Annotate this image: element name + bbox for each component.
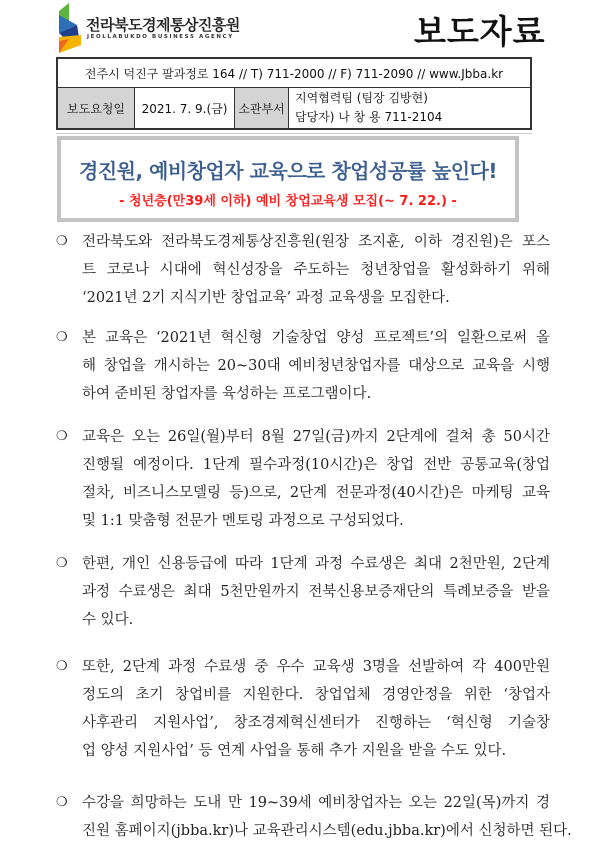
paragraph-line: 진행될 예정이다. 1단계 필수과정(10시간)은 창업 전반 공통교육(창업 (82, 457, 550, 473)
bullet-paragraph (56, 653, 550, 765)
date-label: 보도요청일 (57, 88, 135, 130)
paragraph-line: 교육은 오는 26일(월)부터 8월 27일(금)까지 2단계에 걸쳐 총 50시간 (82, 429, 550, 445)
paragraph-line: 절차, 비즈니스모델링 등)으로, 2단계 전문과정(40시간)은 마케팅 교육 (82, 485, 550, 501)
paragraph-line: 과정 수료생은 최대 5천만원까지 전북신용보증재단의 특례보증을 받을 (82, 584, 550, 600)
paragraph-line: 진원 홈페이지(jbba.kr)나 교육관리시스템(edu.jbba.kr)에서 신청하면 된다. (82, 823, 572, 839)
circle-bullet-icon: ❍ (56, 556, 68, 571)
paragraph-line: 정도의 초기 창업비를 지원한다. 창업업체 경영안정을 위한 ‘창업자 (82, 687, 550, 703)
document-type-title: 보도자료 (414, 12, 546, 51)
dept-info (289, 88, 532, 130)
paragraph-line: 해 창업을 개시하는 20~30대 예비청년창업자를 대상으로 교육을 시행 (82, 358, 550, 374)
bullet-paragraph (56, 228, 550, 312)
paragraph-line: 트 코로나 시대에 혁신성장을 주도하는 청년창업을 활성화하기 위해 (82, 262, 550, 278)
paragraph-line: 한편, 개인 신용등급에 따라 1단계 과정 수료생은 최대 2천만원, 2단계 (82, 556, 550, 572)
paragraph-line: 본 교육은 ‘2021년 혁신형 기술창업 양성 프로젝트’의 일환으로써 올 (82, 330, 550, 346)
paragraph-line: 또한, 2단계 과정 수료생 중 우수 교육생 3명을 선발하여 각 400만원 (82, 659, 550, 675)
circle-bullet-icon: ❍ (56, 795, 68, 810)
agency-logo-icon (55, 3, 83, 53)
bullet-paragraph (56, 789, 572, 845)
divider (56, 133, 532, 134)
dept-team: 지역협력팀 (팀장 김방현) (295, 91, 428, 105)
org-name-english: JEOLLABUKDO BUSINESS AGENCY (87, 34, 234, 40)
paragraph-line: 전라북도와 전라북도경제통상진흥원(원장 조지훈, 이하 경진원)은 포스 (82, 234, 550, 250)
headline-title: 경진원, 예비창업자 교육으로 창업성공률 높인다! (79, 159, 497, 183)
dept-contact: 담당자) 나 창 용 711-2104 (295, 110, 443, 124)
date-value: 2021. 7. 9.(금) (135, 88, 235, 130)
paragraph-line: 수 있다. (82, 612, 134, 628)
org-name: 전라북도경제통상진흥원 (86, 16, 240, 34)
paragraph-line: 및 1:1 맞춤형 전문가 멘토링 과정으로 구성되었다. (82, 513, 404, 529)
address-line: 전주시 덕진구 팔과정로 164 // T) 711-2000 // F) 711-2090 // www.Jbba.kr (57, 58, 531, 88)
circle-bullet-icon: ❍ (56, 659, 68, 674)
paragraph-line: 수강을 희망하는 도내 만 19~39세 예비창업자는 오는 22일(목)까지 경 (82, 795, 550, 811)
paragraph-line: 업 양성 지원사업’ 등 연계 사업을 통해 추가 지원을 받을 수도 있다. (82, 743, 507, 759)
headline-subtitle: - 청년층(만39세 이하) 예비 창업교육생 모집(~ 7. 22.) - (119, 194, 457, 209)
dept-label: 소관부서 (235, 88, 289, 130)
circle-bullet-icon: ❍ (56, 429, 68, 444)
press-info-table (56, 57, 532, 130)
circle-bullet-icon: ❍ (56, 234, 68, 249)
paragraph-line: 하여 준비된 창업자를 육성하는 프로그램이다. (82, 386, 372, 402)
bullet-paragraph (56, 423, 550, 535)
bullet-paragraph (56, 324, 550, 408)
headline-box (57, 136, 519, 222)
circle-bullet-icon: ❍ (56, 330, 68, 345)
paragraph-line: 사후관리 지원사업’, 창조경제혁신센터가 진행하는 ‘혁신형 기술창 (82, 715, 550, 731)
bullet-paragraph (56, 550, 550, 634)
paragraph-line: ‘2021년 2기 지식기반 창업교육’ 과정 교육생을 모집한다. (82, 290, 450, 306)
